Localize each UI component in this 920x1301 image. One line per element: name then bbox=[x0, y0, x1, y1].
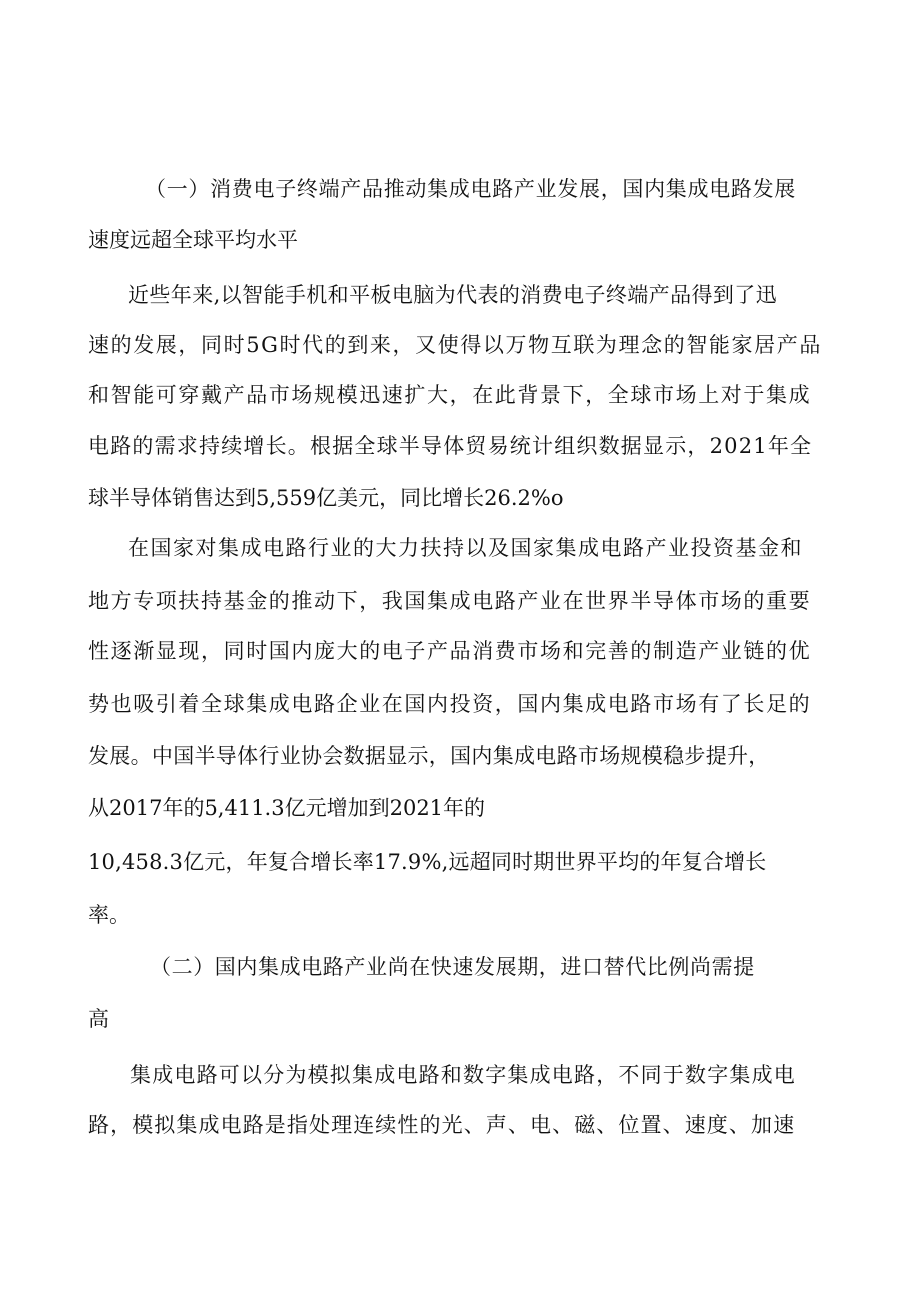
heading-1-line-1: （一）消费电子终端产品推动集成电路产业发展，国内集成电路发展 bbox=[145, 177, 796, 201]
paragraph-2-line-6: 从2017年的5,411.3亿元增加到2021年的 bbox=[88, 796, 486, 820]
heading-2-line-1: （二）国内集成电路产业尚在快速发展期，进口替代比例尚需提 bbox=[150, 955, 755, 979]
paragraph-2-line-8: 率。 bbox=[88, 903, 130, 927]
paragraph-1-line-5: 球半导体销售达到5,559亿美元，同比增长26.2%o bbox=[88, 486, 564, 510]
paragraph-1-line-3: 和智能可穿戴产品市场规模迅速扩大，在此背景下，全球市场上对于集成 bbox=[88, 383, 812, 407]
heading-2-line-2: 高 bbox=[88, 1007, 109, 1031]
paragraph-3-line-2: 路，模拟集成电路是指处理连续性的光、声、电、磁、位置、速度、加速 bbox=[88, 1113, 796, 1137]
paragraph-1-line-2: 速的发展，同时5G时代的到来，又使得以万物互联为理念的智能家居产品 bbox=[88, 333, 822, 357]
paragraph-2-line-3: 性逐渐显现，同时国内庞大的电子产品消费市场和完善的制造产业链的优 bbox=[88, 639, 812, 663]
paragraph-2-line-1: 在国家对集成电路行业的大力扶持以及国家集成电路产业投资基金和 bbox=[128, 536, 803, 560]
paragraph-2-line-7: 10,458.3亿元，年复合增长率17.9%,远超同时期世界平均的年复合增长 bbox=[88, 850, 767, 874]
paragraph-1-line-4: 电路的需求持续增长。根据全球半导体贸易统计组织数据显示，2021年全 bbox=[88, 434, 813, 458]
heading-1-line-2: 速度远超全球平均水平 bbox=[88, 228, 298, 252]
paragraph-1-line-1: 近些年来,以智能手机和平板电脑为代表的消费电子终端产品得到了迅 bbox=[128, 283, 778, 307]
paragraph-2-line-4: 势也吸引着全球集成电路企业在国内投资，国内集成电路市场有了长足的 bbox=[88, 692, 812, 716]
paragraph-2-line-5: 发展。中国半导体行业协会数据显示，国内集成电路市场规模稳步提升， bbox=[88, 744, 770, 768]
paragraph-3-line-1: 集成电路可以分为模拟集成电路和数字集成电路，不同于数字集成电 bbox=[130, 1063, 796, 1087]
paragraph-2-line-2: 地方专项扶持基金的推动下，我国集成电路产业在世界半导体市场的重要 bbox=[88, 589, 812, 613]
